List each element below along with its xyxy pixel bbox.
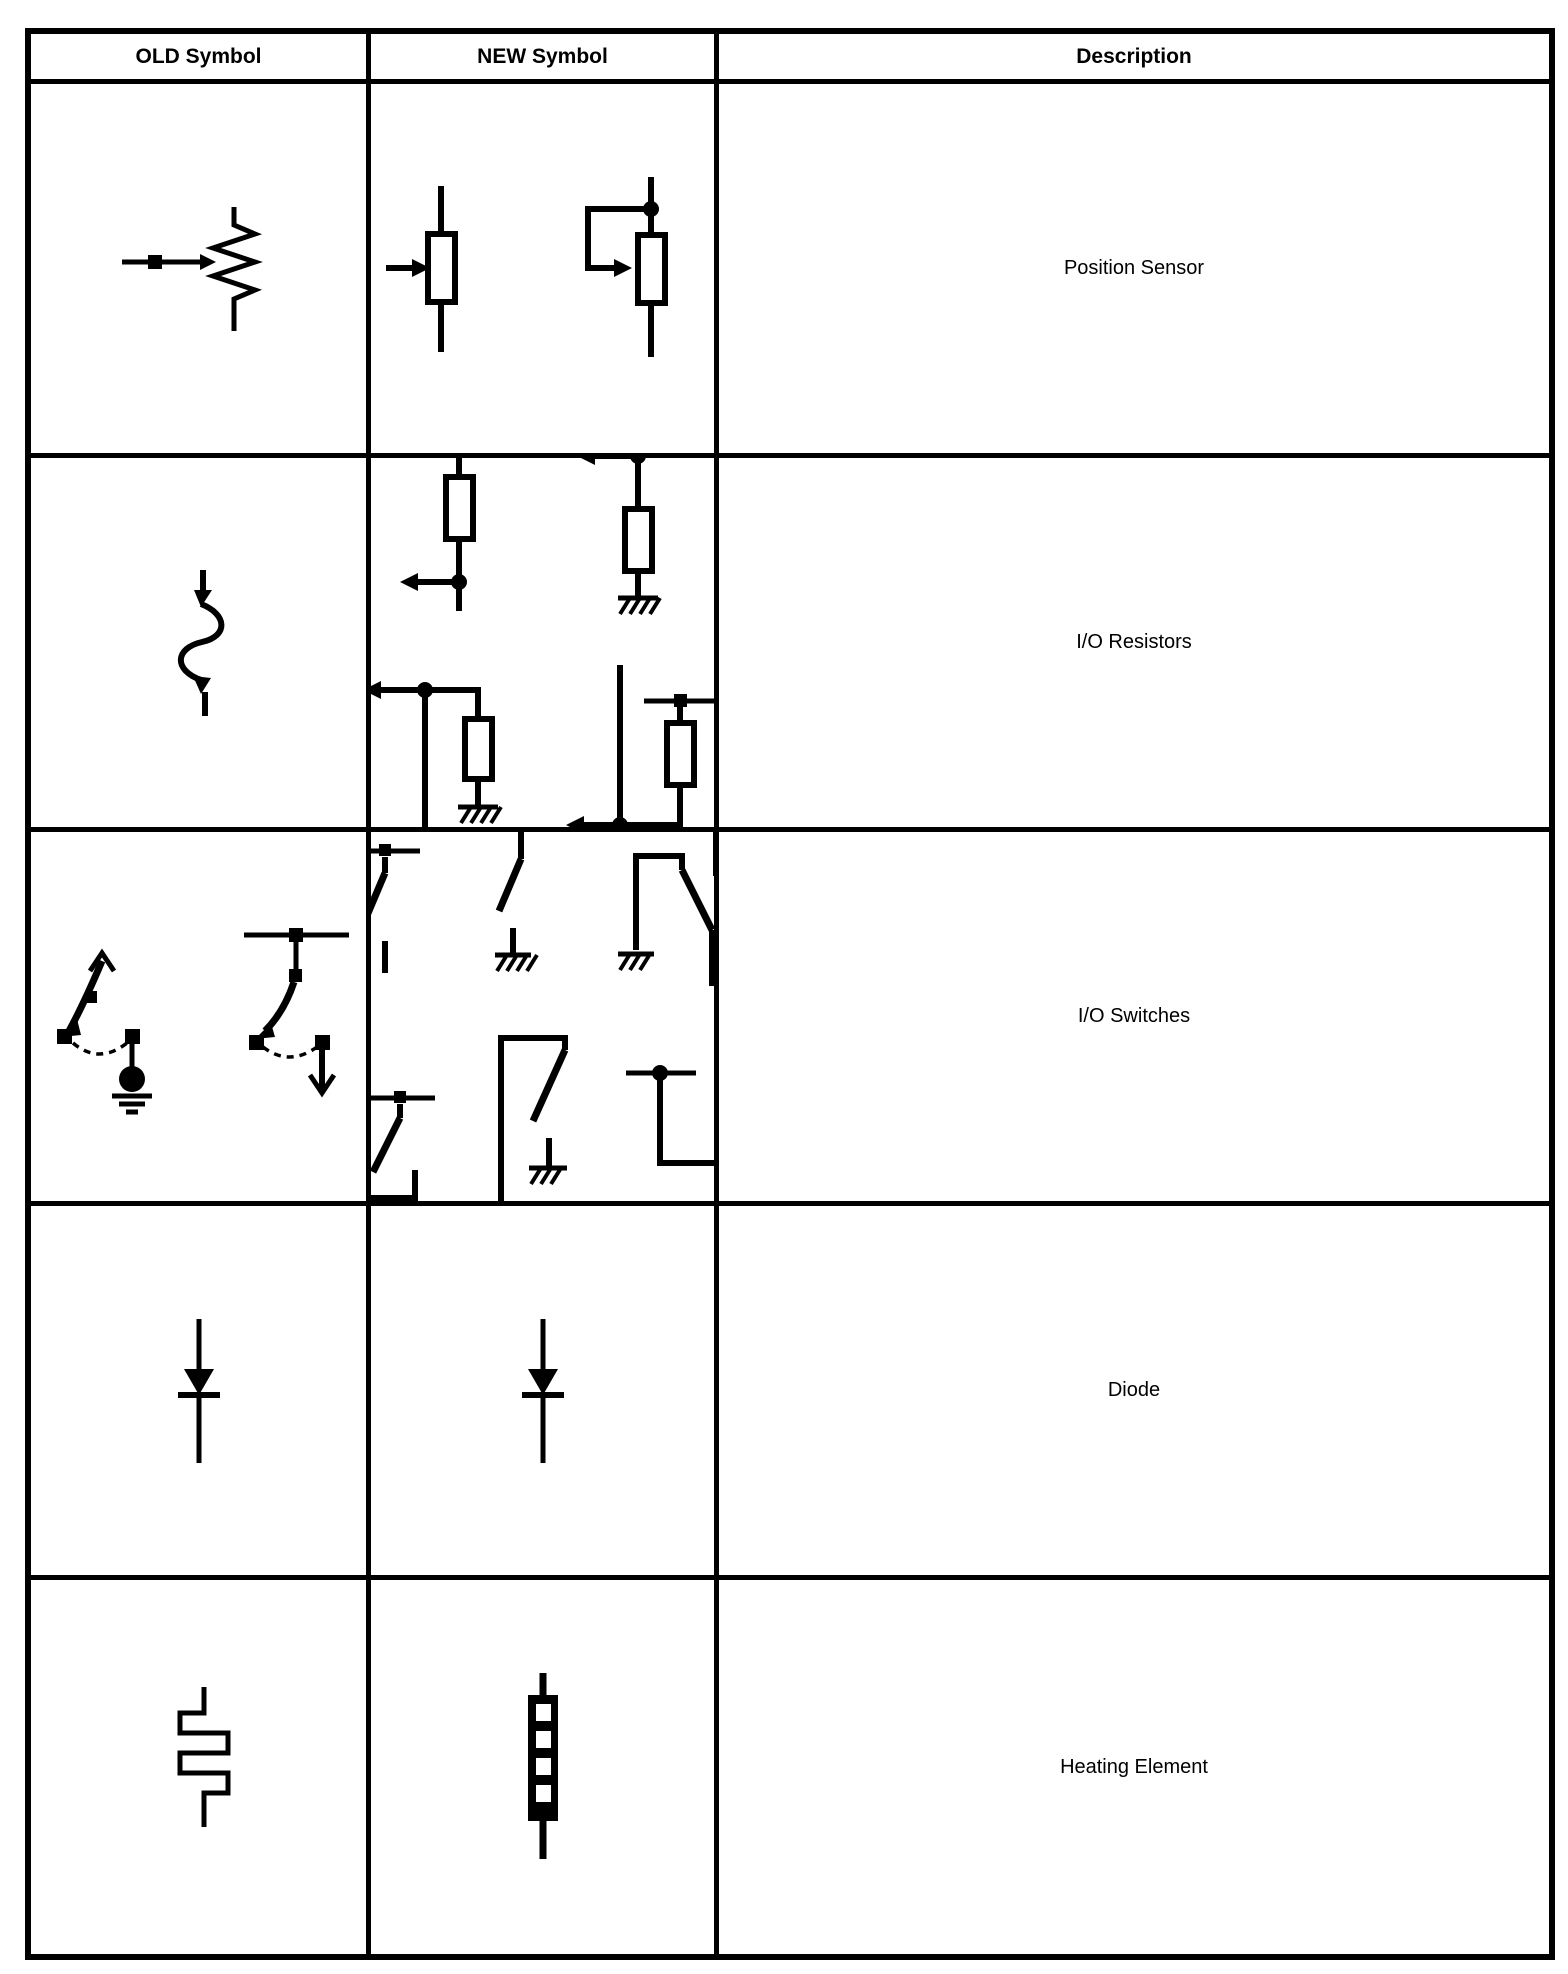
new-io-resistor-symbol-4 bbox=[558, 657, 720, 833]
cell-old-io-resistors bbox=[31, 458, 371, 832]
old-diode-symbol bbox=[154, 1311, 244, 1471]
old-heating-element-symbol bbox=[144, 1677, 254, 1857]
symbol-legend-table bbox=[25, 28, 1555, 1960]
new-position-sensor-symbol-2 bbox=[558, 171, 708, 366]
new-io-resistor-symbol-1 bbox=[388, 458, 523, 624]
row-description: I/O Resistors bbox=[1076, 631, 1192, 653]
cell-description-diode bbox=[719, 1206, 1549, 1580]
header-description-label: Description bbox=[1076, 44, 1192, 68]
old-position-sensor-symbol bbox=[104, 199, 294, 339]
header-new-symbol-label: NEW Symbol bbox=[477, 44, 608, 68]
cell-old-io-switches bbox=[31, 832, 371, 1206]
new-diode-symbol bbox=[498, 1311, 588, 1471]
cell-description-position-sensor bbox=[719, 84, 1549, 458]
row-description: Diode bbox=[1107, 1379, 1161, 1401]
new-io-resistor-symbol-3 bbox=[371, 657, 528, 833]
new-io-switch-symbol-3 bbox=[594, 832, 720, 1003]
cell-new-io-resistors bbox=[371, 458, 719, 832]
row-description: I/O Switches bbox=[1077, 1005, 1191, 1027]
cell-new-position-sensor bbox=[371, 84, 719, 458]
new-io-resistor-symbol-2 bbox=[563, 458, 698, 629]
new-heating-element-symbol bbox=[503, 1667, 583, 1867]
old-io-resistors-symbol bbox=[151, 560, 246, 725]
row-description: Position Sensor bbox=[1063, 257, 1205, 279]
old-io-switch-symbol-2 bbox=[219, 917, 369, 1117]
cell-description-heating-element bbox=[719, 1580, 1549, 1954]
cell-old-heating-element bbox=[31, 1580, 371, 1954]
cell-old-position-sensor bbox=[31, 84, 371, 458]
header-description bbox=[719, 34, 1549, 84]
header-old-symbol-label: OLD Symbol bbox=[135, 44, 262, 68]
new-position-sensor-symbol-1 bbox=[378, 174, 503, 364]
row-description: Heating Element bbox=[1060, 1755, 1208, 1778]
cell-description-io-switches bbox=[719, 832, 1549, 1206]
new-io-switch-symbol-5 bbox=[473, 1026, 588, 1207]
new-io-switch-symbol-6 bbox=[614, 1021, 720, 1207]
cell-new-heating-element bbox=[371, 1580, 719, 1954]
header-old-symbol bbox=[31, 34, 371, 84]
cell-new-io-switches bbox=[371, 832, 719, 1206]
old-io-switch-symbol-1 bbox=[31, 917, 179, 1117]
new-io-switch-symbol-2 bbox=[463, 832, 568, 988]
cell-old-diode bbox=[31, 1206, 371, 1580]
header-new-symbol bbox=[371, 34, 719, 84]
cell-description-io-resistors bbox=[719, 458, 1549, 832]
new-io-switch-symbol-4 bbox=[371, 1026, 447, 1207]
new-io-switch-symbol-1 bbox=[371, 832, 437, 978]
cell-new-diode bbox=[371, 1206, 719, 1580]
